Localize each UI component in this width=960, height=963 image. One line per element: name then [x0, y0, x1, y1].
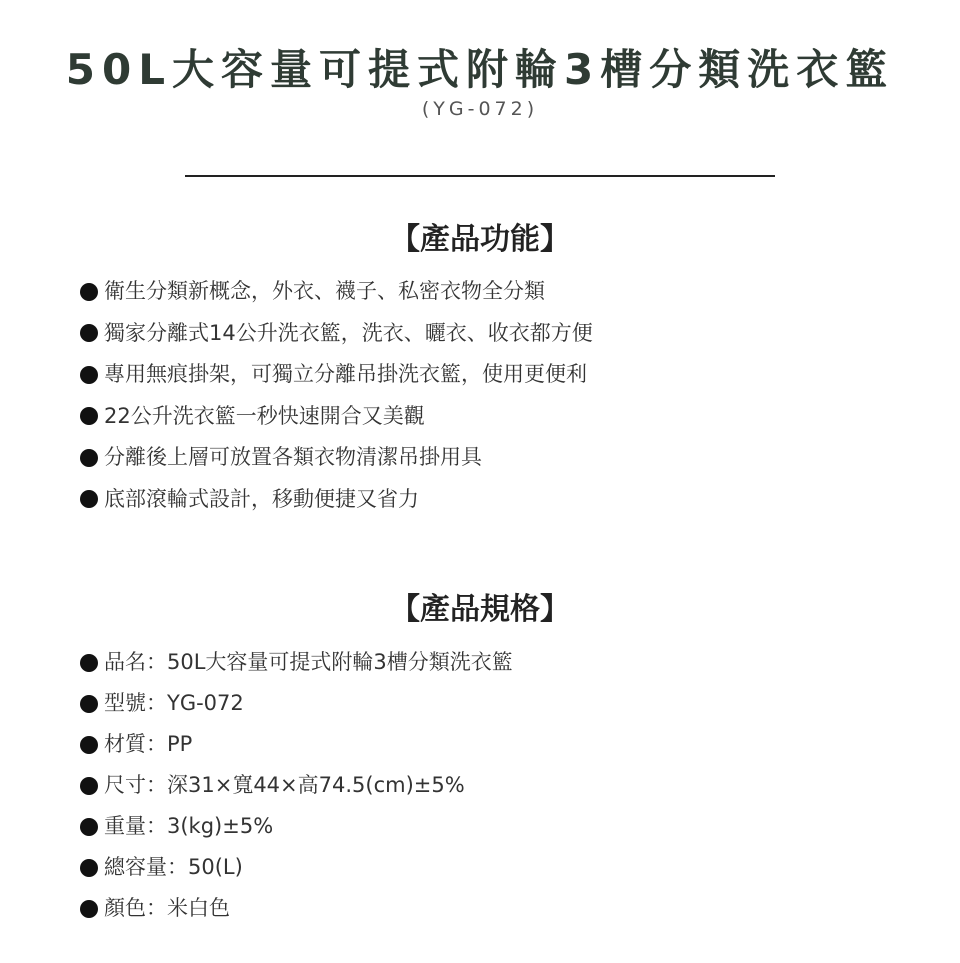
feature-text: 底部滾輪式設計，移動便捷又省力	[104, 486, 419, 511]
specs-heading: 【產品規格】	[390, 592, 570, 627]
spec-text: 尺寸：深31×寬44×高74.5(cm)±5%	[104, 773, 465, 797]
list-item	[80, 479, 593, 521]
list-item	[80, 396, 593, 438]
spec-text: 型號：YG-072	[104, 691, 244, 715]
bullet-icon	[80, 490, 98, 508]
bullet-icon	[80, 283, 98, 301]
bullet-icon	[80, 777, 98, 795]
list-item	[80, 888, 513, 929]
feature-text: 獨家分離式14公升洗衣籃，洗衣、曬衣、收衣都方便	[104, 320, 593, 345]
bullet-icon	[80, 654, 98, 672]
bullet-icon	[80, 900, 98, 918]
product-title: 50L大容量可提式附輪3槽分類洗衣籃	[65, 45, 895, 94]
list-item	[80, 765, 513, 806]
bullet-icon	[80, 859, 98, 877]
features-heading: 【產品功能】	[390, 222, 570, 257]
spec-text: 顏色：米白色	[104, 896, 230, 920]
spec-text: 品名：50L大容量可提式附輪3槽分類洗衣籃	[104, 650, 513, 674]
spec-text: 材質：PP	[104, 732, 193, 756]
list-item	[80, 847, 513, 888]
bullet-icon	[80, 695, 98, 713]
product-model-number: (YG-072)	[421, 98, 539, 120]
feature-text: 專用無痕掛架，可獨立分離吊掛洗衣籃，使用更便利	[104, 362, 587, 386]
list-item	[80, 806, 513, 847]
feature-text: 22公升洗衣籃一秒快速開合又美觀	[104, 403, 425, 428]
bullet-icon	[80, 818, 98, 836]
list-item	[80, 683, 513, 724]
title-divider	[185, 175, 775, 177]
feature-text: 衛生分類新概念，外衣、襪子、私密衣物全分類	[104, 279, 545, 303]
feature-text: 分離後上層可放置各類衣物清潔吊掛用具	[104, 445, 482, 469]
spec-text: 總容量：50(L)	[104, 855, 243, 879]
list-item	[80, 313, 593, 355]
bullet-icon	[80, 366, 98, 384]
spec-text: 重量：3(kg)±5%	[104, 814, 274, 838]
bullet-icon	[80, 407, 98, 425]
list-item	[80, 437, 593, 479]
list-item	[80, 354, 593, 396]
list-item	[80, 271, 593, 313]
bullet-icon	[80, 449, 98, 467]
bullet-icon	[80, 324, 98, 342]
specs-list	[80, 642, 513, 929]
features-list	[80, 271, 593, 520]
list-item	[80, 642, 513, 683]
list-item	[80, 724, 513, 765]
bullet-icon	[80, 736, 98, 754]
